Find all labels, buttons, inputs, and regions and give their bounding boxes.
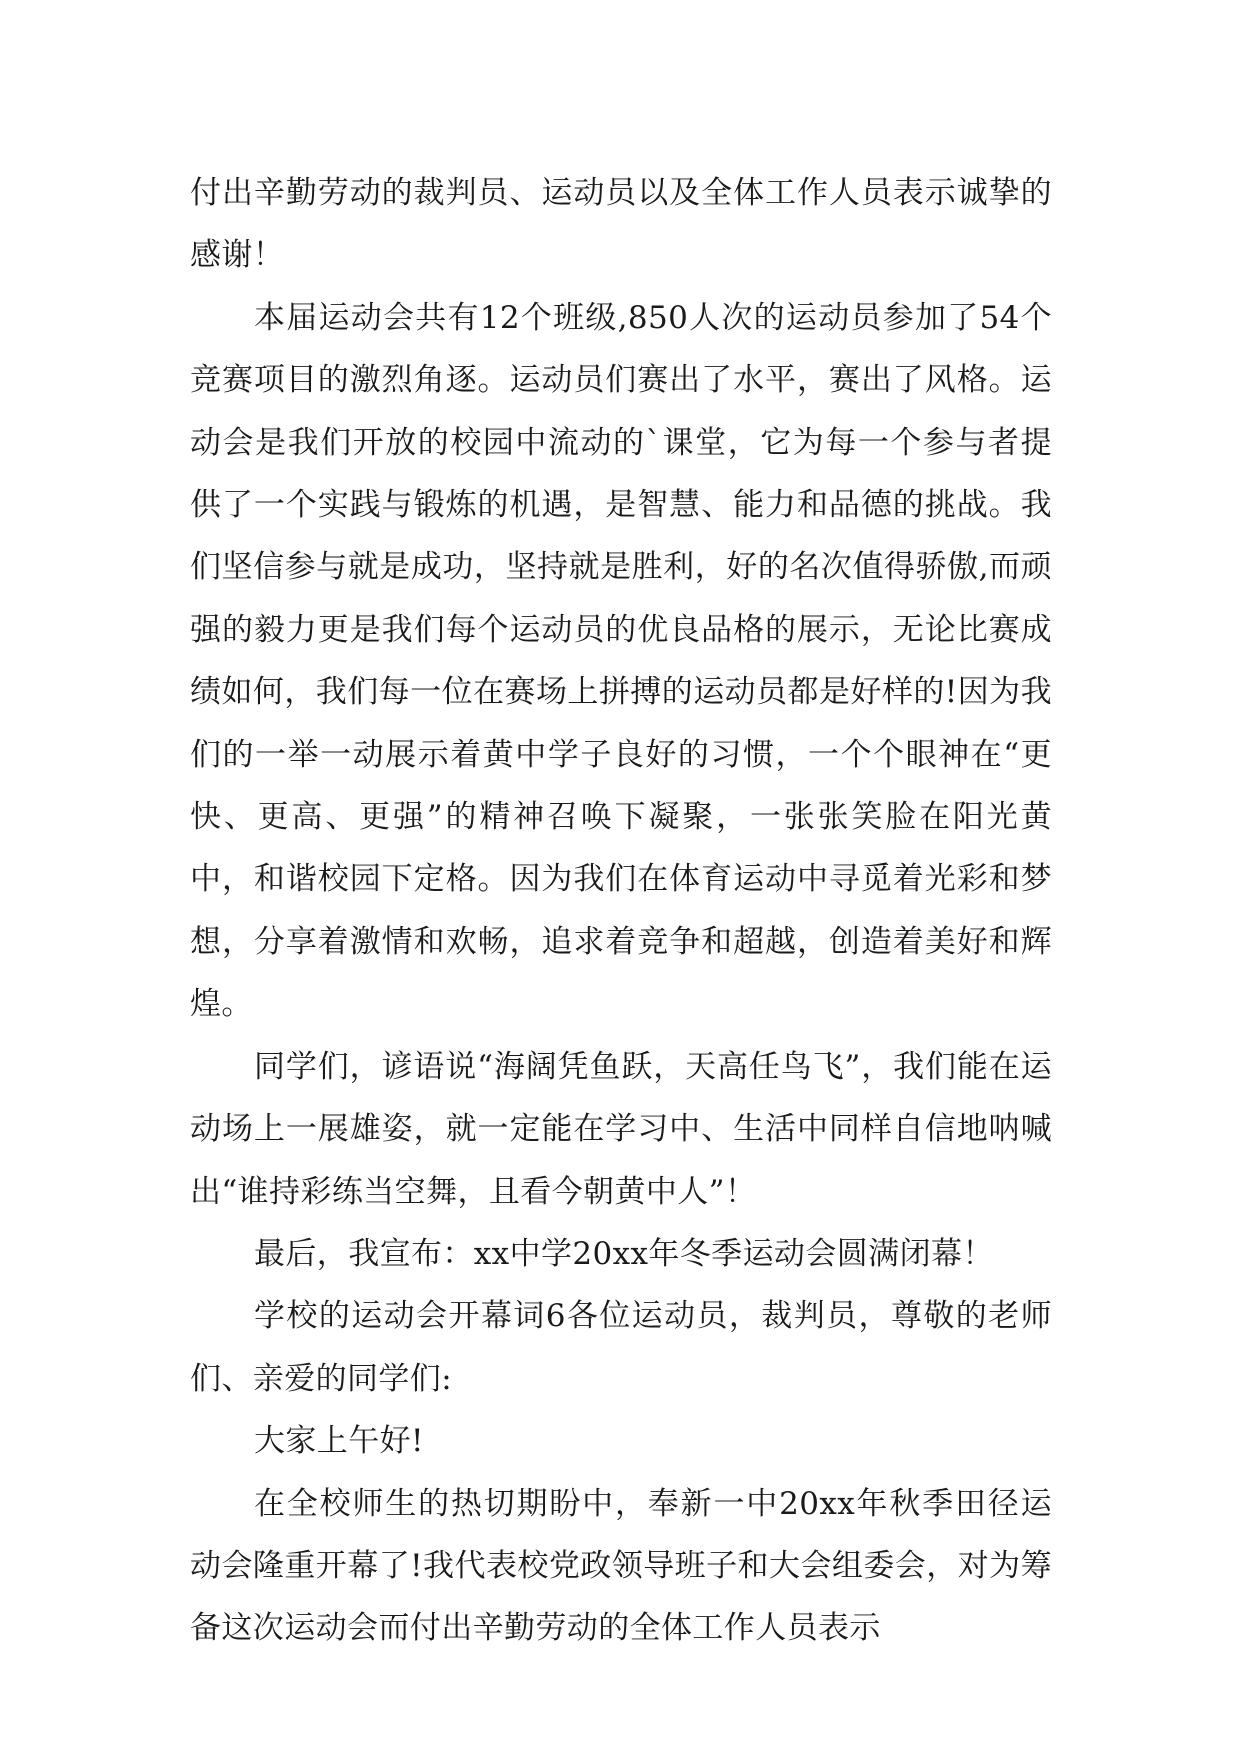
paragraph-closing-declaration: 最后，我宣布：xx中学20xx年冬季运动会圆满闭幕！ bbox=[254, 1235, 994, 1272]
paragraph-continuation: 付出辛勤劳动的裁判员、运动员以及全体工作人员表示诚挚的感谢！ bbox=[190, 175, 1052, 274]
paragraph-greeting: 大家上午好! bbox=[254, 1423, 424, 1460]
paragraph-opening-address-title: 学校的运动会开幕词6各位运动员，裁判员，尊敬的老师们、亲爱的同学们: bbox=[190, 1298, 1052, 1397]
paragraph-opening-speech: 在全校师生的热切期盼中，奉新一中20xx年秋季田径运动会隆重开幕了!我代表校党政领导班子和大会组委会，对为筹备这次运动会而付出辛勤劳动的全体工作人员表示 bbox=[190, 1485, 1052, 1647]
document-body bbox=[190, 162, 1052, 1660]
paragraph-sports-meet-summary: 本届运动会共有12个班级,850人次的运动员参加了54个竞赛项目的激烈角逐。运动员们赛出了水平，赛出了风格。运动会是我们开放的校园中流动的`课堂，它为每一个参与者提供了一个实践与锻炼的机遇，是智慧、能力和品德的挑战。我们坚信参与就是成功，坚持就是胜利，好的名次值得骄傲,而顽强的毅力更是我们每个运动员的优良品格的展示，无论比赛成绩如何，我们每一位在赛场上拼搏的运动员都是好样的!因为我们的一举一动展示着黄中学子良好的习惯，一个个眼神在“更快、更高、更强”的精神召唤下凝聚，一张张笑脸在阳光黄中，和谐校园下定格。因为我们在体育运动中寻觅着光彩和梦想，分享着激情和欢畅，追求着竞争和超越，创造着美好和辉煌。 bbox=[190, 299, 1052, 1023]
paragraph-proverb: 同学们，谚语说“海阔凭鱼跃，天高任鸟飞”，我们能在运动场上一展雄姿，就一定能在学习中、生活中同样自信地呐喊出“谁持彩练当空舞，且看今朝黄中人”！ bbox=[190, 1048, 1052, 1210]
